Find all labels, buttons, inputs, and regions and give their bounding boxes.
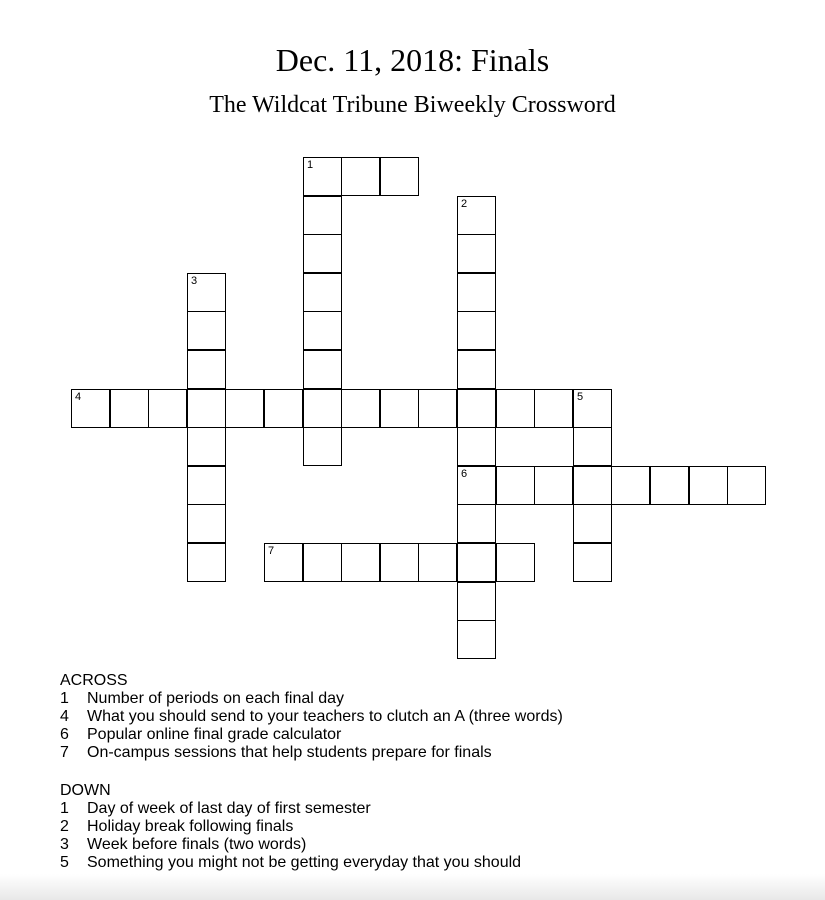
- clue-text: Something you might not be getting everyday that you should: [87, 854, 522, 871]
- cell-number: 1: [307, 159, 314, 171]
- down-clues: [60, 782, 521, 872]
- clue-number: 3: [60, 836, 69, 853]
- crossword-cell[interactable]: [418, 389, 457, 428]
- crossword-cell[interactable]: [457, 543, 496, 582]
- crossword-cell[interactable]: [689, 466, 728, 505]
- clue-number: 2: [60, 818, 69, 835]
- crossword-cell[interactable]: [457, 389, 496, 428]
- clue-number: 6: [60, 726, 69, 743]
- crossword-cell[interactable]: [457, 466, 496, 505]
- clue-text: Number of periods on each final day: [87, 690, 345, 707]
- cell-number: 2: [461, 198, 468, 210]
- crossword-cell[interactable]: [380, 389, 419, 428]
- crossword-cell[interactable]: [573, 427, 612, 466]
- crossword-cell[interactable]: [534, 466, 573, 505]
- crossword-cell[interactable]: [303, 311, 342, 350]
- crossword-cell[interactable]: [303, 427, 342, 466]
- crossword-cell[interactable]: [457, 427, 496, 466]
- crossword-cell[interactable]: [457, 504, 496, 543]
- cell-number: 6: [461, 468, 468, 480]
- crossword-cell[interactable]: [380, 543, 419, 582]
- crossword-cell[interactable]: [650, 466, 689, 505]
- crossword-cell[interactable]: [573, 389, 612, 428]
- clue-down: [60, 836, 521, 854]
- crossword-cell[interactable]: [727, 466, 766, 505]
- crossword-cell[interactable]: [187, 273, 226, 312]
- crossword-cell[interactable]: [71, 389, 110, 428]
- clue-text: On-campus sessions that help students prepare for finals: [87, 744, 492, 761]
- cell-number: 5: [577, 391, 584, 403]
- clue-across: [60, 744, 563, 762]
- crossword-cell[interactable]: [573, 466, 612, 505]
- crossword-cell[interactable]: [457, 311, 496, 350]
- clue-number: 4: [60, 708, 69, 725]
- crossword-cell[interactable]: [457, 582, 496, 621]
- crossword-cell[interactable]: [303, 350, 342, 389]
- crossword-cell[interactable]: [573, 543, 612, 582]
- crossword-cell[interactable]: [496, 389, 535, 428]
- clue-across: [60, 690, 563, 708]
- clue-text: Week before finals (two words): [87, 836, 307, 853]
- crossword-cell[interactable]: [187, 311, 226, 350]
- clue-down: [60, 800, 521, 818]
- crossword-cell[interactable]: [457, 350, 496, 389]
- crossword-cell[interactable]: [418, 543, 457, 582]
- crossword-cell[interactable]: [303, 196, 342, 235]
- crossword-cell[interactable]: [303, 543, 342, 582]
- crossword-cell[interactable]: [303, 157, 342, 196]
- crossword-cell[interactable]: [611, 466, 650, 505]
- crossword-cell[interactable]: [187, 427, 226, 466]
- crossword-cell[interactable]: [187, 466, 226, 505]
- crossword-cell[interactable]: [303, 389, 342, 428]
- crossword-cell[interactable]: [457, 196, 496, 235]
- crossword-cell[interactable]: [534, 389, 573, 428]
- crossword-cell[interactable]: [187, 504, 226, 543]
- cell-number: 7: [268, 545, 275, 557]
- crossword-cell[interactable]: [110, 389, 149, 428]
- crossword-cell[interactable]: [187, 543, 226, 582]
- clue-text: Holiday break following finals: [87, 818, 294, 835]
- crossword-cell[interactable]: [496, 543, 535, 582]
- crossword-cell[interactable]: [303, 234, 342, 273]
- crossword-cell[interactable]: [573, 504, 612, 543]
- clue-text: What you should send to your teachers to clutch an A (three words): [87, 708, 563, 725]
- page-title: Dec. 11, 2018: Finals: [275, 42, 550, 78]
- clue-across: [60, 708, 563, 726]
- crossword-cell[interactable]: [380, 157, 419, 196]
- crossword-cell[interactable]: [264, 543, 303, 582]
- bottom-shadow: [0, 874, 825, 900]
- cell-number: 4: [75, 391, 82, 403]
- crossword-cell[interactable]: [457, 234, 496, 273]
- down-heading: DOWN: [60, 782, 111, 799]
- crossword-cell[interactable]: [341, 157, 380, 196]
- clue-number: 5: [60, 854, 69, 871]
- clue-number: 7: [60, 744, 69, 761]
- clue-down: [60, 818, 521, 836]
- clue-number: 1: [60, 800, 69, 817]
- crossword-cell[interactable]: [341, 543, 380, 582]
- clue-down: [60, 854, 521, 872]
- crossword-cell[interactable]: [187, 350, 226, 389]
- across-clues: [60, 672, 563, 762]
- clue-text: Popular online final grade calculator: [87, 726, 342, 743]
- crossword-cell[interactable]: [496, 466, 535, 505]
- crossword-cell[interactable]: [264, 389, 303, 428]
- crossword-cell[interactable]: [457, 273, 496, 312]
- clue-across: [60, 726, 563, 744]
- crossword-cell[interactable]: [303, 273, 342, 312]
- crossword-cell[interactable]: [225, 389, 264, 428]
- clue-number: 1: [60, 690, 69, 707]
- crossword-cell[interactable]: [187, 389, 226, 428]
- clue-text: Day of week of last day of first semester: [87, 800, 371, 817]
- crossword-cell[interactable]: [148, 389, 187, 428]
- across-heading: ACROSS: [60, 672, 128, 689]
- crossword-cell[interactable]: [457, 620, 496, 659]
- cell-number: 3: [191, 275, 198, 287]
- page-subtitle: The Wildcat Tribune Biweekly Crossword: [209, 92, 616, 118]
- crossword-cell[interactable]: [341, 389, 380, 428]
